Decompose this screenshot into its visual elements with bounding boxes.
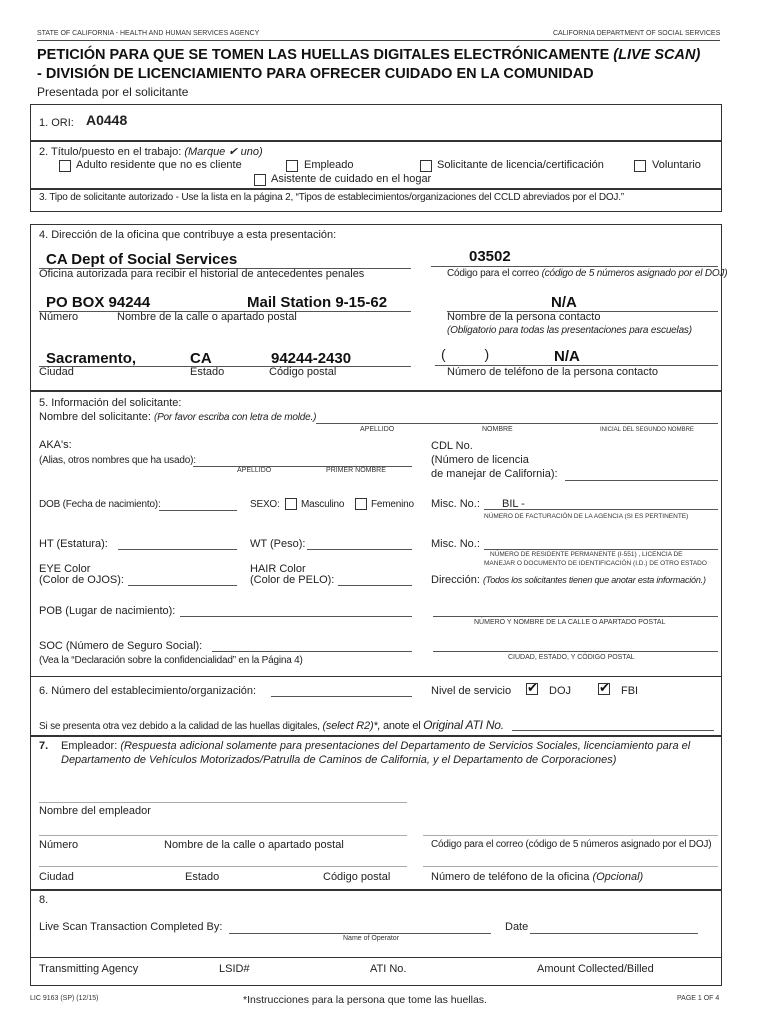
cdl-label-2: (Número de licencia bbox=[431, 454, 529, 466]
employer-number-label: Número bbox=[39, 839, 79, 851]
hair-label-2: (Color de PELO): bbox=[250, 574, 335, 586]
facility-number-label: 6. Número del establecimiento/organización: bbox=[39, 685, 257, 697]
employee-checkbox[interactable] bbox=[286, 160, 298, 172]
male-checkbox[interactable] bbox=[285, 498, 297, 510]
employer-name-field[interactable] bbox=[39, 802, 407, 803]
agency-header: STATE OF CALIFORNIA - HEALTH AND HUMAN SERVICES AGENCY bbox=[37, 30, 260, 37]
male-label: Masculino bbox=[301, 499, 345, 510]
contact-phone-value[interactable]: N/A bbox=[554, 348, 580, 365]
doj-label: DOJ bbox=[549, 685, 571, 697]
ori-value[interactable]: A0448 bbox=[86, 112, 128, 128]
section-6-divider bbox=[30, 676, 722, 677]
female-checkbox[interactable] bbox=[355, 498, 367, 510]
eye-field[interactable] bbox=[128, 585, 237, 586]
akas-hint: (Alias, otros nombres que ha usado): bbox=[39, 455, 196, 466]
city-value[interactable]: Sacramento, bbox=[46, 350, 137, 367]
fbi-label: FBI bbox=[621, 685, 639, 697]
form-subtitle: Presentada por el solicitante bbox=[37, 85, 189, 99]
ssn-hint: (Vea la “Declaración sobre la confidencialidad” en la Página 4) bbox=[39, 655, 303, 666]
header-rule bbox=[37, 40, 720, 41]
employer-heading: Empleador: (Respuesta adicional solamente para presentaciones del Departamento de Servicios Sociales, licenciamiento para el bbox=[61, 740, 691, 752]
license-applicant-option-label: Solicitante de licencia/certificación bbox=[437, 159, 604, 171]
last-name-caption: APELLIDO bbox=[360, 426, 395, 433]
ori-label: 1. ORI: bbox=[39, 117, 74, 129]
street-address-field[interactable] bbox=[433, 616, 718, 617]
misc-no-1-field[interactable] bbox=[484, 509, 718, 510]
akas-last-caption: APELLIDO bbox=[237, 467, 272, 474]
ssn-field[interactable] bbox=[212, 651, 412, 652]
female-label: Femenino bbox=[371, 499, 414, 510]
applicant-info-label: 5. Información del solicitante: bbox=[39, 397, 182, 409]
volunteer-option-label: Voluntario bbox=[652, 159, 701, 171]
city-state-zip-caption: CIUDAD, ESTADO, Y CÓDIGO POSTAL bbox=[508, 654, 635, 661]
operator-caption: Name of Operator bbox=[343, 935, 400, 942]
city-state-zip-field[interactable] bbox=[433, 651, 718, 652]
section-8-divider bbox=[30, 957, 722, 958]
zip-caption: Código postal bbox=[269, 366, 337, 378]
middle-initial-caption: INICIAL DEL SEGUNDO NOMBRE bbox=[600, 427, 694, 433]
misc-no-2-caption-1: NÚMERO DE RESIDENTE PERMANENTE (I-551) , LICENCIA DE bbox=[490, 551, 683, 558]
eye-label-2: (Color de OJOS): bbox=[39, 574, 124, 586]
form-title-line2: - DIVISIÓN DE LICENCIAMIENTO PARA OFRECER CUIDADO EN LA COMUNIDAD bbox=[37, 66, 594, 82]
date-label: Date bbox=[505, 921, 529, 933]
misc-no-2-label: Misc. No.: bbox=[431, 538, 480, 550]
contact-caption: Nombre de la persona contacto bbox=[447, 311, 601, 323]
employer-mail-code-label: Código para el correo (código de 5 números asignado por el DOJ) bbox=[431, 839, 712, 850]
sex-label: SEXO: bbox=[250, 499, 280, 510]
pob-field[interactable] bbox=[180, 616, 412, 617]
applicant-type-label: 3. Tipo de solicitante autorizado - Use la lista en la página 2, “Tipos de establecimientos/organizaciones del CCLD abreviados por el DOJ.” bbox=[39, 192, 624, 203]
street-caption: Nombre de la calle o apartado postal bbox=[117, 311, 297, 323]
form-title-line1: PETICIÓN PARA QUE SE TOMEN LAS HUELLAS DIGITALES ELECTRÓNICAMENTE (LIVE SCAN) bbox=[37, 47, 701, 63]
dob-label: DOB (Fecha de nacimiento): bbox=[39, 499, 161, 510]
pob-label: POB (Lugar de nacimiento): bbox=[39, 605, 176, 617]
misc-no-2-caption-2: MANEJAR O DOCUMENTO DE IDENTIFICACIÓN (I.D.) DE OTRO ESTADO bbox=[484, 560, 707, 567]
lsid-label: LSID# bbox=[219, 963, 250, 975]
page-number: PAGE 1 OF 4 bbox=[677, 995, 720, 1002]
misc-no-2-field[interactable] bbox=[484, 549, 718, 550]
employer-name-label: Nombre del empleador bbox=[39, 805, 151, 817]
office-address-label: 4. Dirección de la oficina que contribuye a esta presentación: bbox=[39, 229, 337, 241]
misc-no-1-value[interactable]: BIL - bbox=[502, 498, 525, 510]
cdl-label-3: de manejar de California): bbox=[431, 468, 558, 480]
zip-value[interactable]: 94244-2430 bbox=[271, 350, 352, 367]
hair-label-1: HAIR Color bbox=[250, 563, 306, 575]
employer-street-field[interactable] bbox=[39, 835, 407, 836]
number-caption: Número bbox=[39, 311, 79, 323]
employer-phone-field[interactable] bbox=[423, 866, 718, 867]
resubmit-label: Si se presenta otra vez debido a la calidad de las huellas digitales, (select R2)*, anote el Original ATI No. bbox=[39, 718, 504, 732]
employer-state-label: Estado bbox=[185, 871, 220, 883]
employer-phone-label: Número de teléfono de la oficina (Opcional) bbox=[431, 871, 644, 883]
resident-option-label: Adulto residente que no es cliente bbox=[76, 159, 242, 171]
weight-field[interactable] bbox=[307, 549, 412, 550]
city-line bbox=[39, 366, 411, 367]
employee-option-label: Empleado bbox=[304, 159, 354, 171]
form-number: LIC 9163 (SP) (12/15) bbox=[30, 995, 99, 1002]
first-name-caption: NOMBRE bbox=[482, 426, 513, 433]
operator-name-field[interactable] bbox=[229, 933, 491, 934]
license-applicant-checkbox[interactable] bbox=[420, 160, 432, 172]
resident-checkbox[interactable] bbox=[59, 160, 71, 172]
applicant-name-label: Nombre del solicitante: (Por favor escriba con letra de molde.) bbox=[39, 411, 317, 423]
address-label: Dirección: (Todos los solicitantes tienen que anotar esta información.) bbox=[431, 574, 706, 586]
phone-parentheses: ( ) bbox=[441, 346, 490, 362]
akas-first-caption: PRIMER NOMBRE bbox=[326, 467, 386, 474]
section-8-number: 8. bbox=[39, 894, 49, 906]
mail-code-caption: Código para el correo (código de 5 números asignado por el DOJ) bbox=[447, 268, 728, 279]
agency-caption: Oficina autorizada para recibir el historial de antecedentes penales bbox=[39, 268, 365, 280]
volunteer-checkbox[interactable] bbox=[634, 160, 646, 172]
job-title-label: 2. Título/puesto en el trabajo: (Marque ✔ uno) bbox=[39, 146, 263, 158]
misc-no-1-caption: NÚMERO DE FACTURACIÓN DE LA AGENCIA (SI ES PERTINENTE) bbox=[484, 513, 689, 520]
employer-number: 7. bbox=[39, 740, 49, 752]
state-caption: Estado bbox=[190, 366, 225, 378]
section-1-box bbox=[30, 104, 722, 142]
date-field[interactable] bbox=[530, 933, 698, 934]
agency-name[interactable]: CA Dept of Social Services bbox=[46, 251, 238, 268]
street-address-caption: NÚMERO Y NOMBRE DE LA CALLE O APARTADO POSTAL bbox=[474, 619, 666, 626]
misc-no-1-label: Misc. No.: bbox=[431, 498, 480, 510]
applicant-name-field[interactable] bbox=[316, 423, 718, 424]
employer-city-label: Ciudad bbox=[39, 871, 74, 883]
employer-zip-label: Código postal bbox=[323, 871, 391, 883]
instructions-note: *Instrucciones para la persona que tome las huellas. bbox=[243, 994, 487, 1006]
street-name-value[interactable]: Mail Station 9-15-62 bbox=[247, 294, 388, 311]
employer-street-label: Nombre de la calle o apartado postal bbox=[164, 839, 344, 851]
home-care-option-label: Asistente de cuidado en el hogar bbox=[271, 173, 432, 185]
amount-label: Amount Collected/Billed bbox=[537, 963, 654, 975]
contact-name-value[interactable]: N/A bbox=[551, 294, 577, 311]
height-field[interactable] bbox=[118, 549, 237, 550]
doj-check-mark-icon: ✔ bbox=[527, 680, 538, 695]
phone-caption: Número de teléfono de la persona contacto bbox=[447, 366, 658, 378]
transmitting-agency-label: Transmitting Agency bbox=[39, 963, 139, 975]
cdl-label-1: CDL No. bbox=[431, 440, 473, 452]
street-number-value[interactable]: PO BOX 94244 bbox=[46, 294, 151, 311]
employer-city-field[interactable] bbox=[39, 866, 407, 867]
employer-heading-cont: Departamento de Vehículos Motorizados/Patrulla de Caminos de California, y el Departamento de Corporaciones) bbox=[61, 754, 617, 766]
home-care-checkbox[interactable] bbox=[254, 174, 266, 186]
facility-number-field[interactable] bbox=[271, 696, 412, 697]
contact-hint: (Obligatorio para todas las presentaciones para escuelas) bbox=[447, 325, 692, 336]
service-level-label: Nivel de servicio bbox=[431, 685, 512, 697]
hair-field[interactable] bbox=[338, 585, 412, 586]
akas-label: AKA's: bbox=[39, 439, 72, 451]
eye-label-1: EYE Color bbox=[39, 563, 91, 575]
department-header: CALIFORNIA DEPARTMENT OF SOCIAL SERVICES bbox=[553, 30, 721, 37]
mail-code-line bbox=[431, 266, 718, 267]
state-value[interactable]: CA bbox=[190, 350, 212, 367]
cdl-field[interactable] bbox=[565, 480, 718, 481]
city-caption: Ciudad bbox=[39, 366, 74, 378]
employer-mail-code-field[interactable] bbox=[423, 835, 718, 836]
completed-by-label: Live Scan Transaction Completed By: bbox=[39, 921, 223, 933]
original-ati-field[interactable] bbox=[512, 730, 714, 731]
mail-code-value[interactable]: 03502 bbox=[469, 248, 511, 265]
weight-label: WT (Peso): bbox=[250, 538, 306, 550]
height-label: HT (Estatura): bbox=[39, 538, 108, 550]
ssn-label: SOC (Número de Seguro Social): bbox=[39, 640, 203, 652]
fbi-check-mark-icon: ✔ bbox=[599, 680, 610, 695]
dob-field[interactable] bbox=[159, 510, 237, 511]
ati-label: ATI No. bbox=[370, 963, 407, 975]
